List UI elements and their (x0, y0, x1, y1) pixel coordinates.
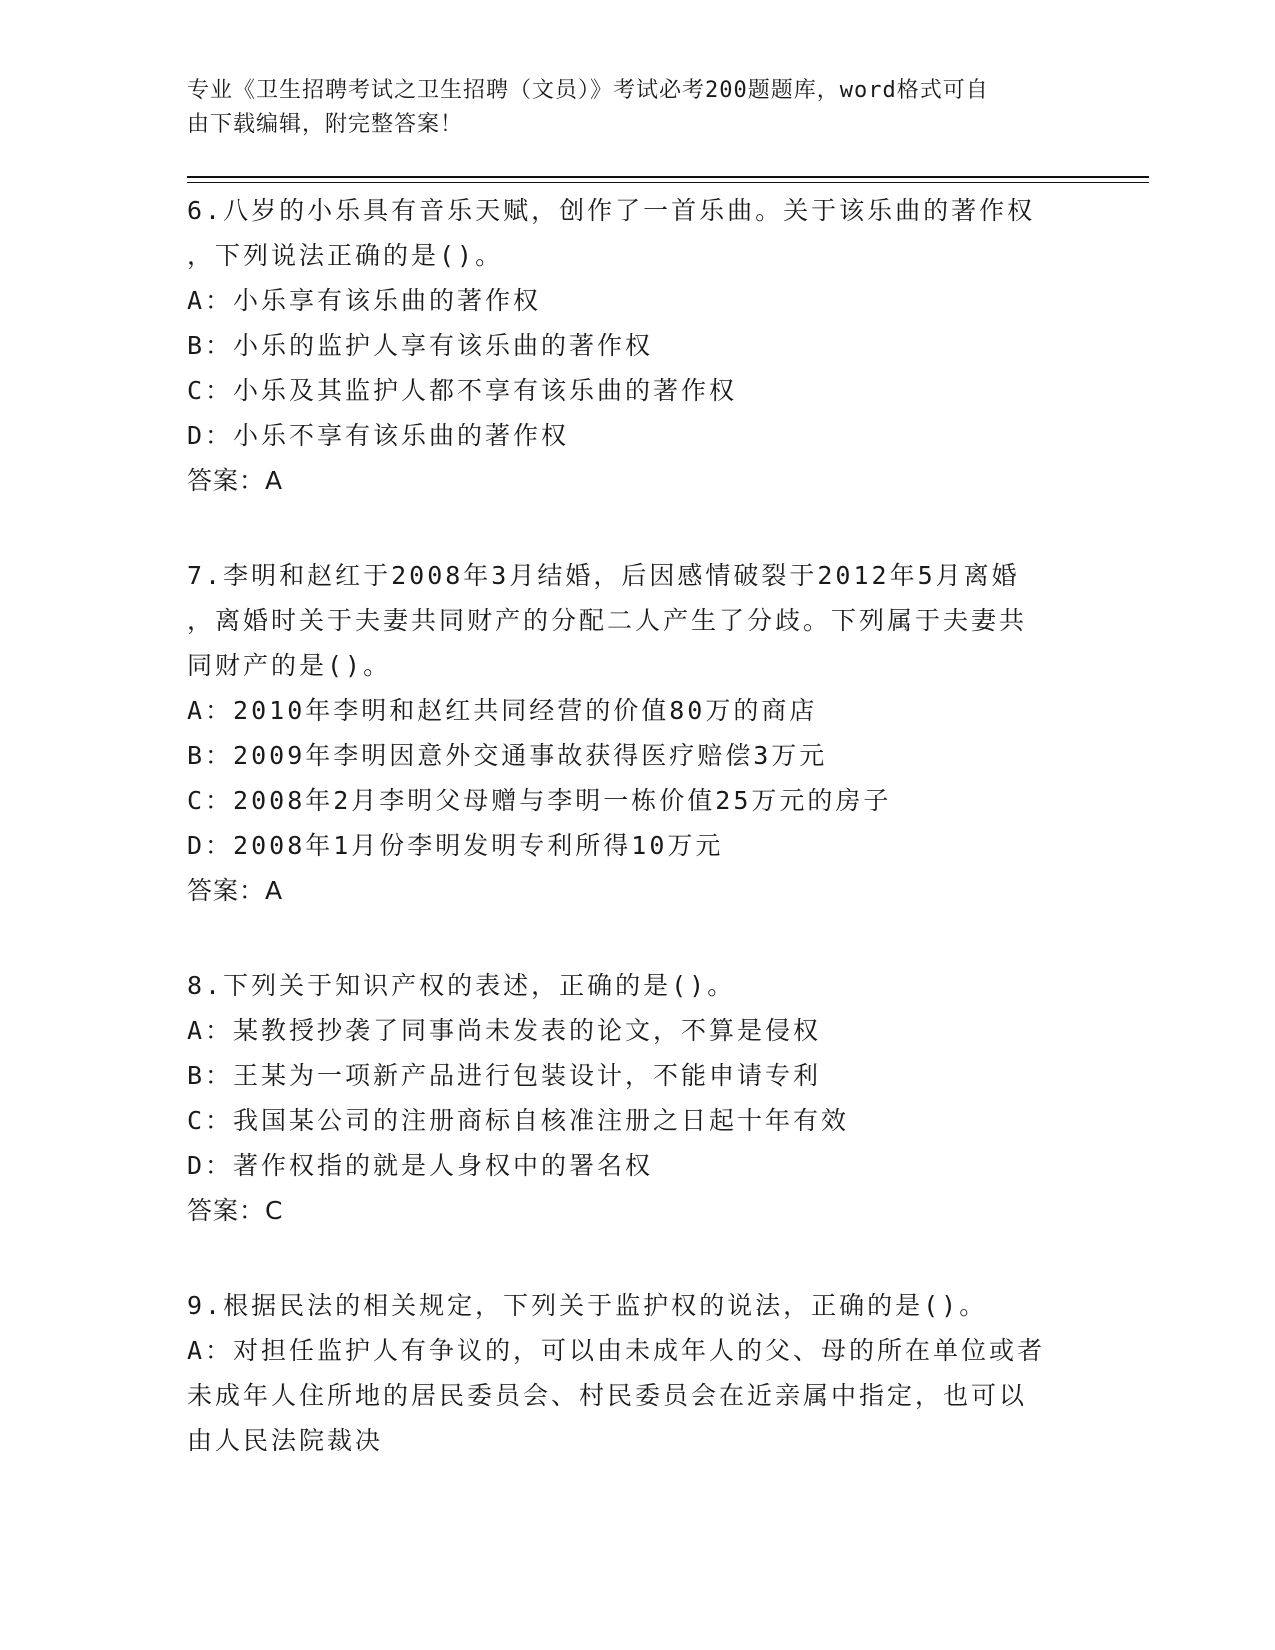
question-stem-line: 7.李明和赵红于2008年3月结婚，后因感情破裂于2012年5月离婚 (187, 561, 1020, 590)
answer-key: 答案：C (187, 1196, 284, 1225)
question-block (187, 188, 1087, 503)
question-stem-line: 同财产的是()。 (187, 651, 392, 680)
answer-option: A：对担任监护人有争议的，可以由未成年人的父、母的所在单位或者 (187, 1336, 1046, 1365)
answer-key: 答案：A (187, 466, 284, 495)
header-line-2: 由下载编辑，附完整答案！ (187, 112, 464, 137)
answer-option: C：2008年2月李明父母赠与李明一栋价值25万元的房子 (187, 786, 892, 815)
answer-option: 未成年人住所地的居民委员会、村民委员会在近亲属中指定，也可以 (187, 1381, 1028, 1410)
answer-option: A：小乐享有该乐曲的著作权 (187, 286, 542, 315)
document-header (187, 74, 1067, 142)
answer-option: B：小乐的监护人享有该乐曲的著作权 (187, 331, 654, 360)
answer-key: 答案：A (187, 876, 284, 905)
question-stem-line: ，下列说法正确的是()。 (187, 241, 504, 270)
question-block (187, 1283, 1087, 1463)
header-divider-thick (187, 176, 1149, 178)
question-stem-line: ，离婚时关于夫妻共同财产的分配二人产生了分歧。下列属于夫妻共 (187, 606, 1028, 635)
question-list (187, 188, 1087, 1513)
answer-option: B：王某为一项新产品进行包装设计，不能申请专利 (187, 1061, 822, 1090)
answer-option: C：小乐及其监护人都不享有该乐曲的著作权 (187, 376, 738, 405)
question-stem-line: 8.下列关于知识产权的表述，正确的是()。 (187, 971, 736, 1000)
question-stem-line: 9.根据民法的相关规定，下列关于监护权的说法，正确的是()。 (187, 1291, 988, 1320)
answer-option: B：2009年李明因意外交通事故获得医疗赔偿3万元 (187, 741, 828, 770)
answer-option: C：我国某公司的注册商标自核准注册之日起十年有效 (187, 1106, 850, 1135)
question-block (187, 553, 1087, 913)
answer-option: D：著作权指的就是人身权中的署名权 (187, 1151, 654, 1180)
header-line-1: 专业《卫生招聘考试之卫生招聘（文员）》考试必考200题题库，word格式可自 (187, 78, 989, 103)
answer-option: A：2010年李明和赵红共同经营的价值80万的商店 (187, 696, 818, 725)
answer-option: D：2008年1月份李明发明专利所得10万元 (187, 831, 724, 860)
answer-option: A：某教授抄袭了同事尚未发表的论文，不算是侵权 (187, 1016, 822, 1045)
answer-option: 由人民法院裁决 (187, 1426, 384, 1455)
header-divider-thin (187, 182, 1149, 183)
answer-option: D：小乐不享有该乐曲的著作权 (187, 421, 570, 450)
question-stem-line: 6.八岁的小乐具有音乐天赋，创作了一首乐曲。关于该乐曲的著作权 (187, 196, 1036, 225)
question-block (187, 963, 1087, 1233)
